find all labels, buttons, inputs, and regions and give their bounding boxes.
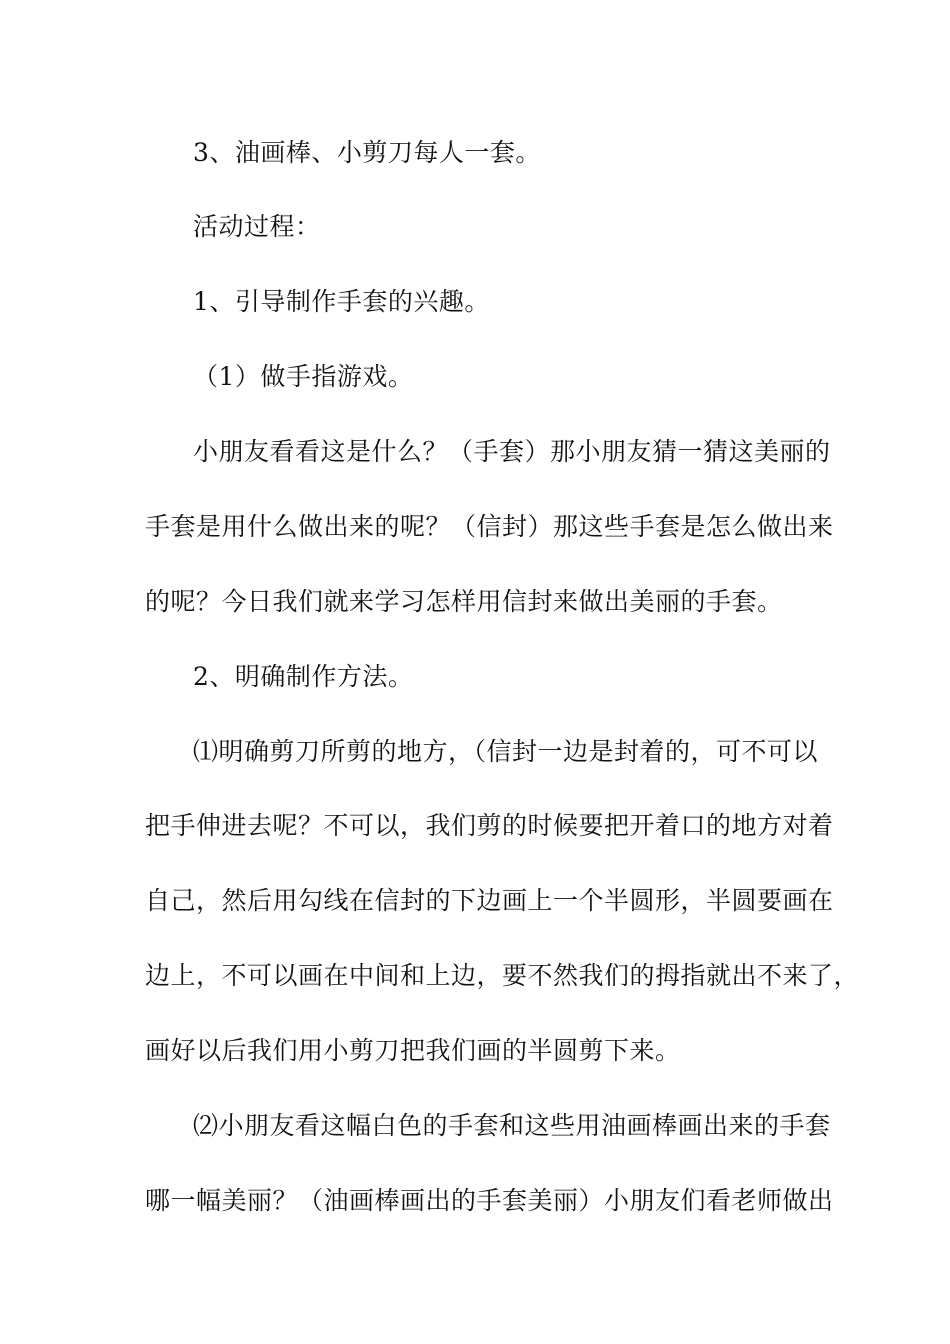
paragraph-line: ⑵小朋友看这幅白色的手套和这些用油画棒画出来的手套 <box>193 1111 831 1140</box>
section-heading-activity-process: 活动过程： <box>193 212 321 241</box>
paragraph-line: ⑴明确剪刀所剪的地方，（信封一边是封着的，可不可以 <box>193 737 819 766</box>
step-1-heading: 1、引导制作手套的兴趣。 <box>193 287 490 316</box>
material-item-3: 3、油画棒、小剪刀每人一套。 <box>193 138 541 167</box>
step-2-heading: 2、明确制作方法。 <box>193 662 414 691</box>
paragraph-line: 小朋友看看这是什么？（手套）那小朋友猜一猜这美丽的 <box>193 437 831 466</box>
paragraph-line: 哪一幅美丽？（油画棒画出的手套美丽）小朋友们看老师做出 <box>145 1186 834 1215</box>
paragraph-line: 边上，不可以画在中间和上边，要不然我们的拇指就出不来了， <box>145 961 860 990</box>
paragraph-line: 画好以后我们用小剪刀把我们画的半圆剪下来。 <box>145 1036 681 1065</box>
paragraph-line: 把手伸进去呢？不可以，我们剪的时候要把开着口的地方对着 <box>145 811 834 840</box>
paragraph-line: 的呢？今日我们就来学习怎样用信封来做出美丽的手套。 <box>145 587 783 616</box>
paragraph-line: 手套是用什么做出来的呢？（信封）那这些手套是怎么做出来 <box>145 512 834 541</box>
paragraph-line: 自己，然后用勾线在信封的下边画上一个半圆形，半圆要画在 <box>145 886 834 915</box>
step-1-substep-1: （1）做手指游戏。 <box>193 362 414 391</box>
